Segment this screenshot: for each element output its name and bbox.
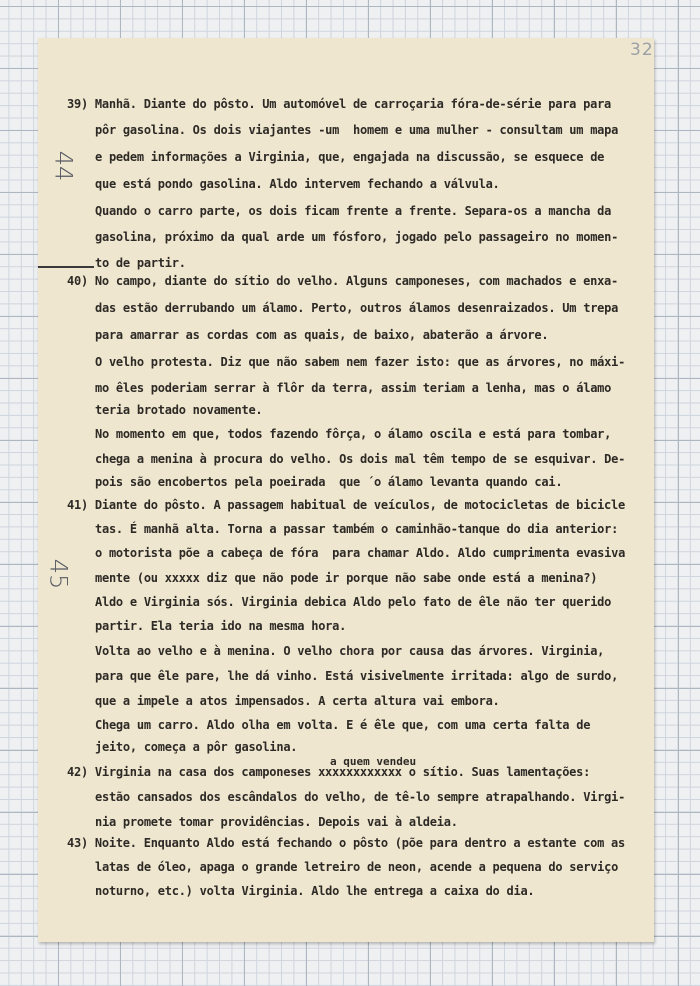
handwritten-insertion: a quem vendeu bbox=[330, 755, 417, 768]
text-line: mente (ou xxxxx diz que não pode ir porque não sabe onde está a menina?) bbox=[95, 571, 598, 585]
text-line: o motorista põe a cabeça de fóra para chamar Aldo. Aldo cumprimenta evasiva bbox=[95, 546, 626, 560]
text-line: 41) Diante do pôsto. A passagem habitual de veículos, de motocicletas de bicicle bbox=[67, 498, 625, 512]
text-line: Volta ao velho e à menina. O velho chora por causa das árvores. Virginia, bbox=[95, 644, 605, 658]
text-line: 40) No campo, diante do sítio do velho. Alguns camponeses, com machados e enxa- bbox=[67, 274, 618, 288]
text-line: No momento em que, todos fazendo fôrça, o álamo oscila e está para tombar, bbox=[95, 427, 612, 441]
text-line: chega a menina à procura do velho. Os dois mal têm tempo de se esquivar. De- bbox=[95, 452, 626, 466]
text-line: 42) Virginia na casa dos camponeses xxxxxxxxxxxx o sítio. Suas lamentações: bbox=[67, 765, 591, 779]
page-number: 32 bbox=[630, 40, 654, 60]
margin-note-44: 44 bbox=[49, 150, 78, 182]
typewritten-page bbox=[38, 38, 654, 942]
text-line: que a impele a atos impensados. A certa altura vai embora. bbox=[95, 694, 500, 708]
text-line: para que êle pare, lhe dá vinho. Está visivelmente irritada: algo de surdo, bbox=[95, 669, 619, 683]
text-line: tas. É manhã alta. Torna a passar também o caminhão-tanque do dia anterior: bbox=[95, 522, 619, 536]
text-line: Quando o carro parte, os dois ficam frente a frente. Separa-os a mancha da bbox=[95, 204, 612, 218]
text-line: O velho protesta. Diz que não sabem nem fazer isto: que as árvores, no máxi- bbox=[95, 355, 626, 369]
text-line: 39) Manhã. Diante do pôsto. Um automóvel de carroçaria fóra-de-série para para bbox=[67, 97, 612, 111]
text-line: Chega um carro. Aldo olha em volta. E é êle que, com uma certa falta de bbox=[95, 718, 591, 732]
text-line: teria brotado novamente. bbox=[95, 403, 263, 417]
text-line: latas de óleo, apaga o grande letreiro de neon, acende a pequena do serviço bbox=[95, 860, 619, 874]
text-line: que está pondo gasolina. Aldo intervem fechando a válvula. bbox=[95, 177, 500, 191]
margin-note-45: 45 bbox=[44, 558, 73, 590]
text-line: to de partir. bbox=[95, 256, 186, 270]
text-line: 43) Noite. Enquanto Aldo está fechando o pôsto (põe para dentro a estante com as bbox=[67, 836, 625, 850]
text-line: noturno, etc.) volta Virginia. Aldo lhe entrega a caixa do dia. bbox=[95, 884, 535, 898]
text-line: jeito, começa a pôr gasolina. bbox=[95, 740, 298, 754]
text-line: partir. Ela teria ido na mesma hora. bbox=[95, 619, 347, 633]
text-line: das estão derrubando um álamo. Perto, outros álamos desenraizados. Um trepa bbox=[95, 301, 619, 315]
text-line: gasolina, próximo da qual arde um fósforo, jogado pelo passageiro no momen- bbox=[95, 230, 619, 244]
text-line: e pedem informações a Virginia, que, engajada na discussão, se esquece de bbox=[95, 150, 605, 164]
text-line: estão cansados dos escândalos do velho, de tê-lo sempre atrapalhando. Virgi- bbox=[95, 790, 626, 804]
text-line: nia promete tomar providências. Depois vai à aldeia. bbox=[95, 815, 458, 829]
text-line: Aldo e Virginia sós. Virginia debica Aldo pelo fato de êle não ter querido bbox=[95, 595, 612, 609]
text-line: mo êles poderiam serrar à flôr da terra, assim teriam a lenha, mas o álamo bbox=[95, 381, 612, 395]
text-line: pois são encobertos pela poeirada que ´o álamo levanta quando cai. bbox=[95, 475, 563, 489]
margin-rule bbox=[38, 266, 94, 268]
text-line: pôr gasolina. Os dois viajantes -um homem e uma mulher - consultam um mapa bbox=[95, 123, 619, 137]
text-line: para amarrar as cordas com as quais, de baixo, abaterão a árvore. bbox=[95, 328, 549, 342]
